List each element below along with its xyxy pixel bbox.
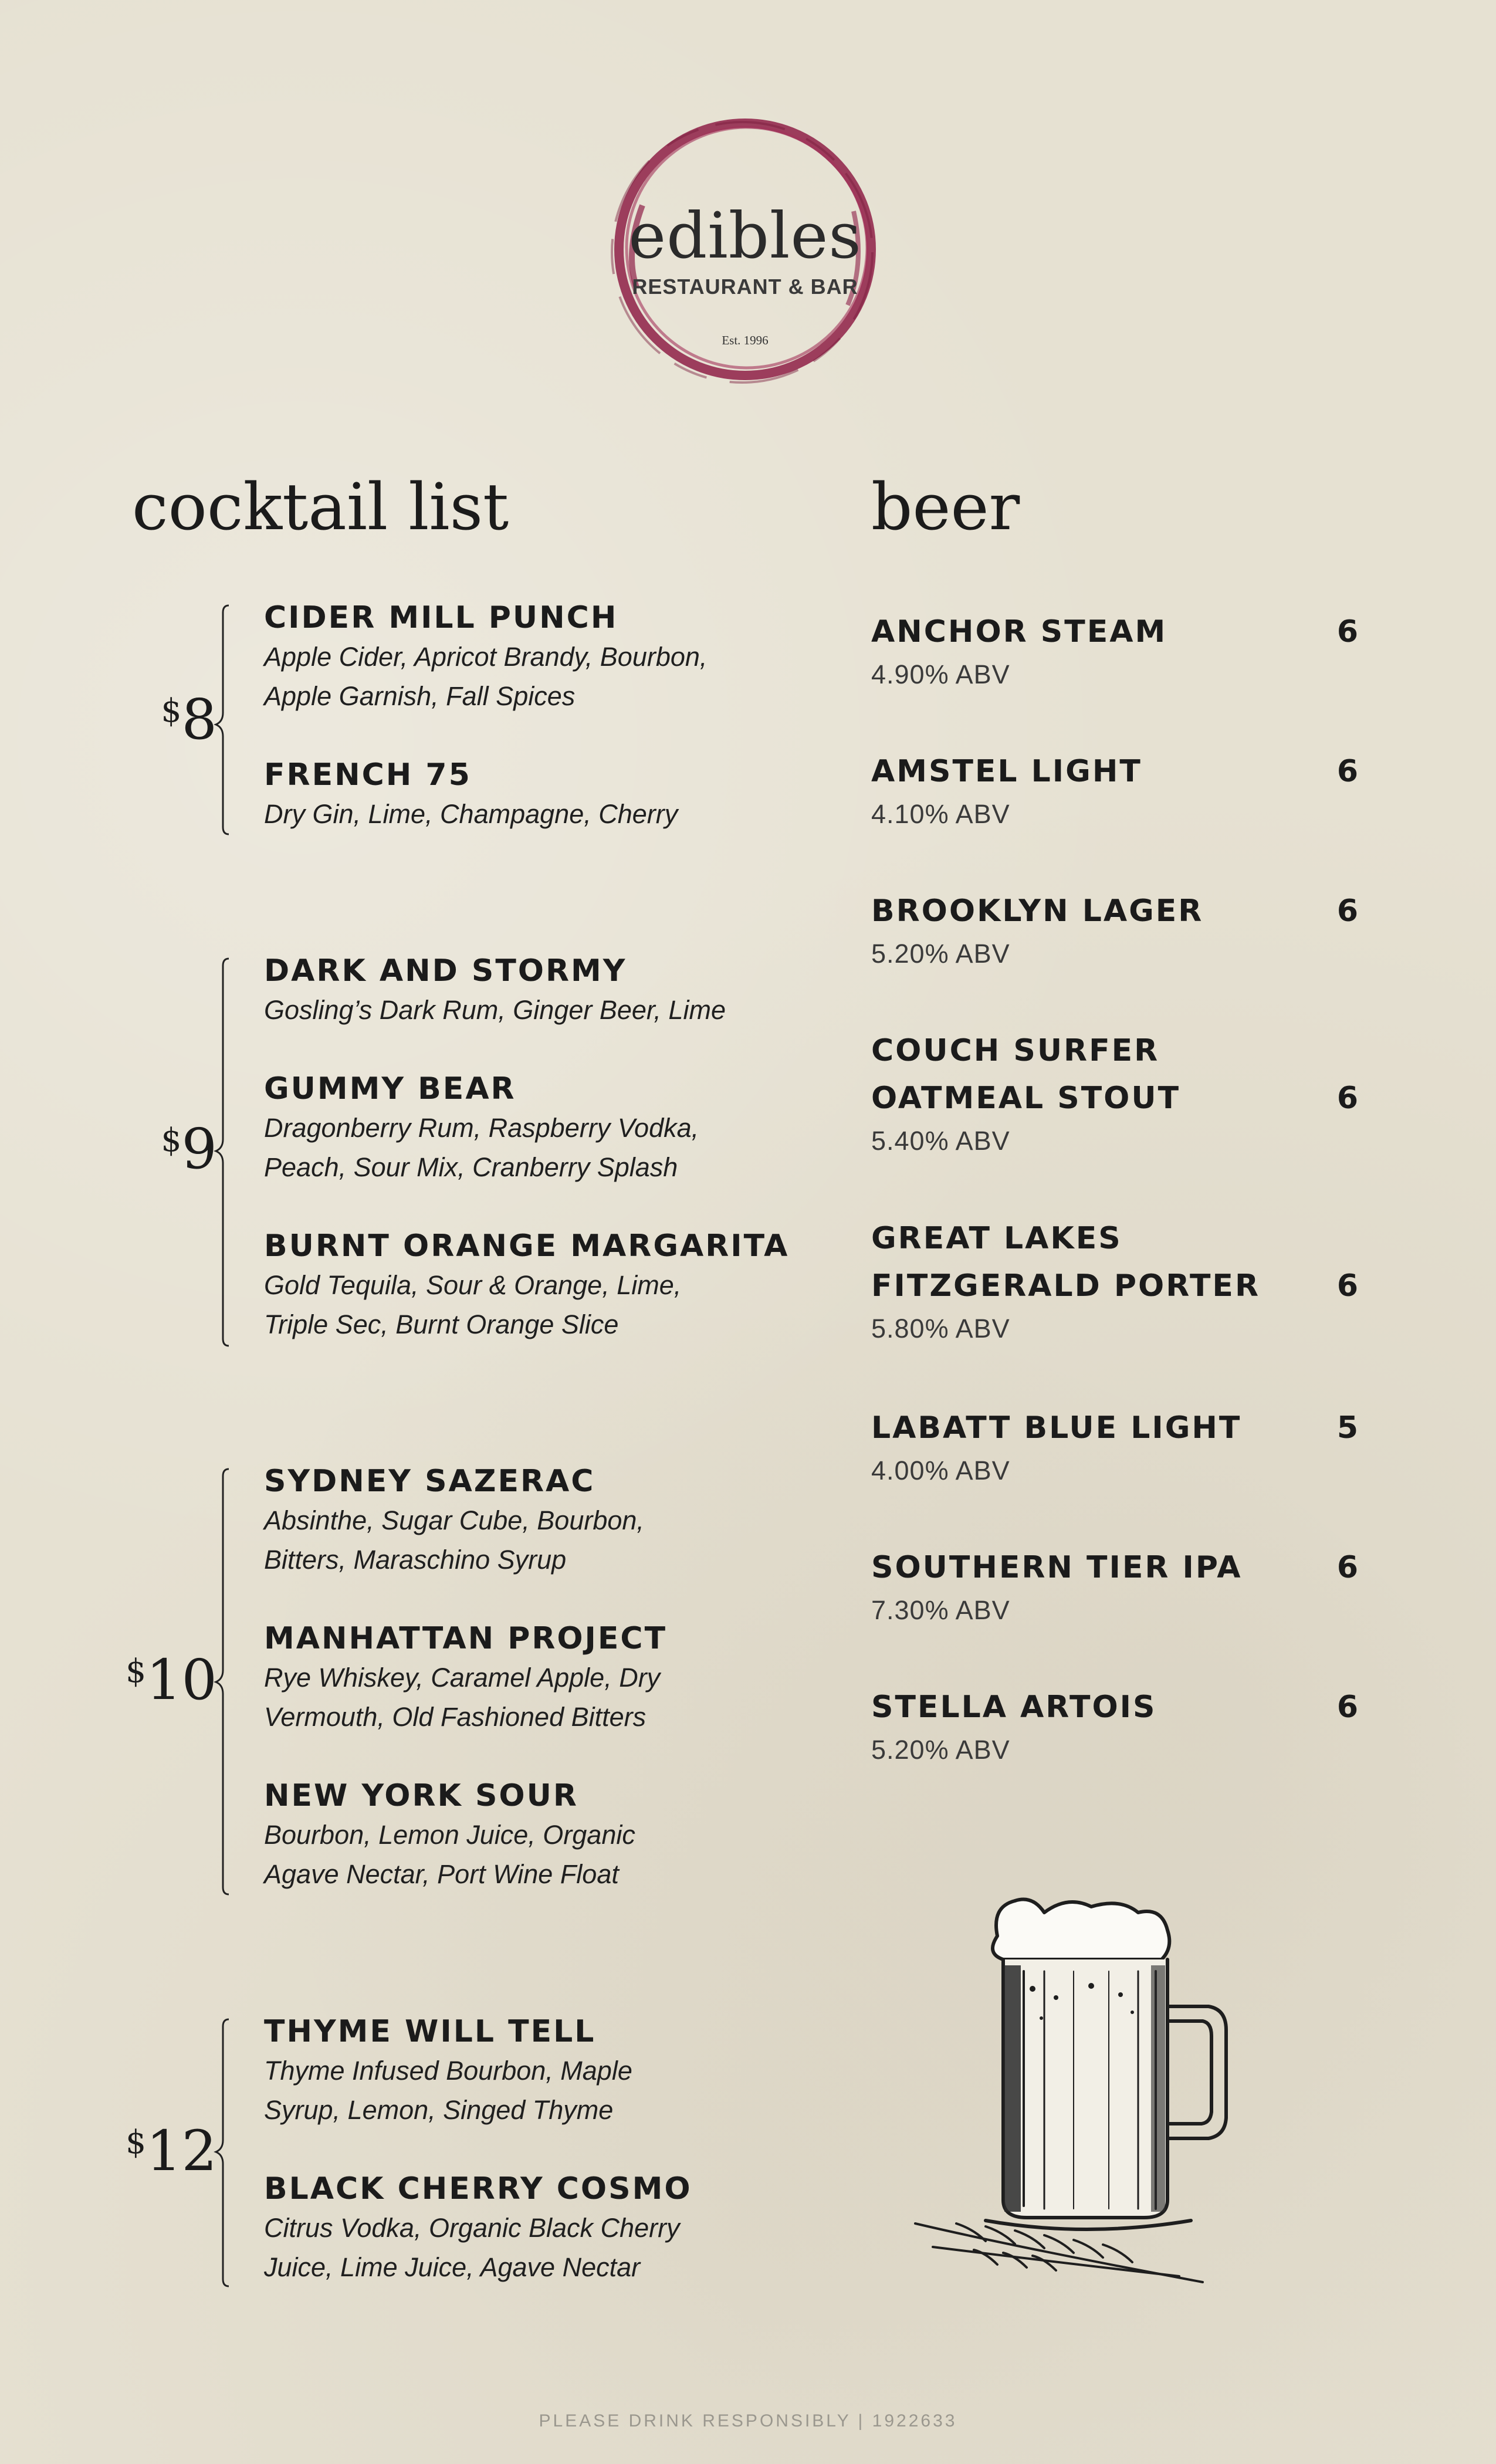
beer-price: 6: [1336, 1081, 1358, 1116]
cocktail-ingredients: Peach, Sour Mix, Cranberry Splash: [264, 1152, 678, 1182]
beer-name: AMSTEL LIGHT: [871, 754, 1142, 789]
cocktail-item: [264, 1776, 792, 1894]
footer-disclaimer: PLEASE DRINK RESPONSIBLY | 1922633: [539, 2411, 957, 2431]
cocktail-ingredients: Dry Gin, Lime, Champagne, Cherry: [264, 799, 678, 829]
bracket-icon: [211, 2018, 235, 2294]
cocktail-name: CIDER MILL PUNCH: [264, 600, 618, 635]
beer-name: GREAT LAKES: [871, 1221, 1122, 1256]
beer-title: beer: [871, 469, 1020, 544]
cocktail-name: BURNT ORANGE MARGARITA: [264, 1228, 790, 1264]
cocktail-ingredients: Thyme Infused Bourbon, Maple: [264, 2056, 632, 2086]
group-price: $10: [126, 1648, 217, 1712]
cocktail-item: [264, 2169, 792, 2287]
beer-name: OATMEAL STOUT: [871, 1081, 1181, 1116]
beer-abv: 5.40% ABV: [871, 1126, 1010, 1156]
cocktail-item: [264, 1462, 792, 1579]
price-group-10: [0, 1462, 821, 1896]
cocktail-name: NEW YORK SOUR: [264, 1778, 578, 1813]
cocktail-item: [264, 1619, 792, 1737]
beer-name: STELLA ARTOIS: [871, 1690, 1157, 1725]
logo-wordmark: edibles: [628, 199, 862, 273]
cocktail-item: [264, 1069, 792, 1187]
beer-abv: 4.00% ABV: [871, 1456, 1010, 1485]
restaurant-logo: [601, 111, 889, 393]
beer-price: 6: [1336, 754, 1358, 789]
cocktail-ingredients: Citrus Vodka, Organic Black Cherry: [264, 2213, 680, 2243]
beer-price: 6: [1336, 1550, 1358, 1585]
beer-name: BROOKLYN LAGER: [871, 893, 1204, 929]
cocktail-ingredients: Apple Garnish, Fall Spices: [264, 681, 576, 711]
cocktail-item: [264, 952, 792, 1030]
cocktail-ingredients: Syrup, Lemon, Singed Thyme: [264, 2095, 614, 2125]
cocktail-ingredients: Vermouth, Old Fashioned Bitters: [264, 1702, 647, 1732]
cocktail-ingredients: Juice, Lime Juice, Agave Nectar: [264, 2252, 641, 2282]
cocktail-item: [264, 2012, 792, 2130]
group-price: $12: [126, 2119, 217, 2184]
beer-price: 6: [1336, 1690, 1358, 1725]
beer-price: 6: [1336, 614, 1358, 649]
beer-abv: 5.80% ABV: [871, 1314, 1010, 1343]
cocktail-ingredients: Rye Whiskey, Caramel Apple, Dry: [264, 1663, 661, 1693]
beer-item: [871, 888, 1358, 969]
group-price: $8: [161, 688, 217, 752]
beer-abv: 4.10% ABV: [871, 799, 1010, 829]
logo-subtitle: RESTAURANT & BAR: [632, 275, 858, 299]
price-group-12: [0, 2012, 821, 2294]
cocktail-ingredients: Bourbon, Lemon Juice, Organic: [264, 1820, 635, 1850]
bracket-icon: [211, 957, 235, 1351]
beer-name: SOUTHERN TIER IPA: [871, 1550, 1243, 1585]
beer-price: 6: [1336, 1268, 1358, 1304]
beer-item: [871, 1215, 1358, 1344]
beer-abv: 7.30% ABV: [871, 1595, 1010, 1625]
bracket-icon: [211, 604, 235, 839]
beer-item: [871, 1684, 1358, 1765]
cocktail-name: DARK AND STORMY: [264, 953, 627, 989]
price-group-8: [0, 598, 821, 833]
beer-name: ANCHOR STEAM: [871, 614, 1167, 649]
beer-item: [871, 608, 1358, 690]
bracket-icon: [211, 1468, 235, 1902]
beer-name: COUCH SURFER: [871, 1033, 1160, 1068]
cocktail-item: [264, 598, 792, 716]
cocktail-ingredients: Absinthe, Sugar Cube, Bourbon,: [264, 1505, 644, 1535]
cocktail-name: MANHATTAN PROJECT: [264, 1621, 668, 1656]
cocktail-ingredients: Agave Nectar, Port Wine Float: [264, 1859, 619, 1889]
beer-abv: 5.20% ABV: [871, 1735, 1010, 1765]
beer-item: [871, 1027, 1358, 1156]
cocktail-name: THYME WILL TELL: [264, 2014, 596, 2049]
beer-item: [871, 748, 1358, 830]
beer-price: 5: [1336, 1410, 1358, 1446]
cocktail-name: SYDNEY SAZERAC: [264, 1464, 595, 1499]
beer-name: FITZGERALD PORTER: [871, 1268, 1260, 1304]
cocktail-ingredients: Bitters, Maraschino Syrup: [264, 1545, 567, 1575]
cocktail-ingredients: Gosling’s Dark Rum, Ginger Beer, Lime: [264, 995, 726, 1025]
beer-name: LABATT BLUE LIGHT: [871, 1410, 1242, 1446]
beer-mug-icon: [898, 1871, 1285, 2294]
beer-abv: 5.20% ABV: [871, 939, 1010, 969]
cocktail-item: [264, 1227, 792, 1344]
cocktail-ingredients: Apple Cider, Apricot Brandy, Bourbon,: [264, 642, 708, 672]
cocktail-ingredients: Gold Tequila, Sour & Orange, Lime,: [264, 1270, 682, 1300]
cocktail-name: GUMMY BEAR: [264, 1071, 516, 1106]
beer-item: [871, 1544, 1358, 1626]
cocktail-name: FRENCH 75: [264, 757, 472, 793]
price-group-9: [0, 952, 821, 1351]
cocktail-ingredients: Triple Sec, Burnt Orange Slice: [264, 1309, 619, 1339]
cocktail-item: [264, 756, 792, 834]
cocktail-ingredients: Dragonberry Rum, Raspberry Vodka,: [264, 1113, 699, 1143]
group-price: $9: [161, 1117, 217, 1182]
cocktail-name: BLACK CHERRY COSMO: [264, 2171, 692, 2206]
beer-item: [871, 1404, 1358, 1486]
logo-established: Est. 1996: [722, 333, 769, 347]
beer-price: 6: [1336, 893, 1358, 929]
cocktail-list-title: cocktail list: [132, 469, 509, 544]
beer-abv: 4.90% ABV: [871, 659, 1010, 689]
